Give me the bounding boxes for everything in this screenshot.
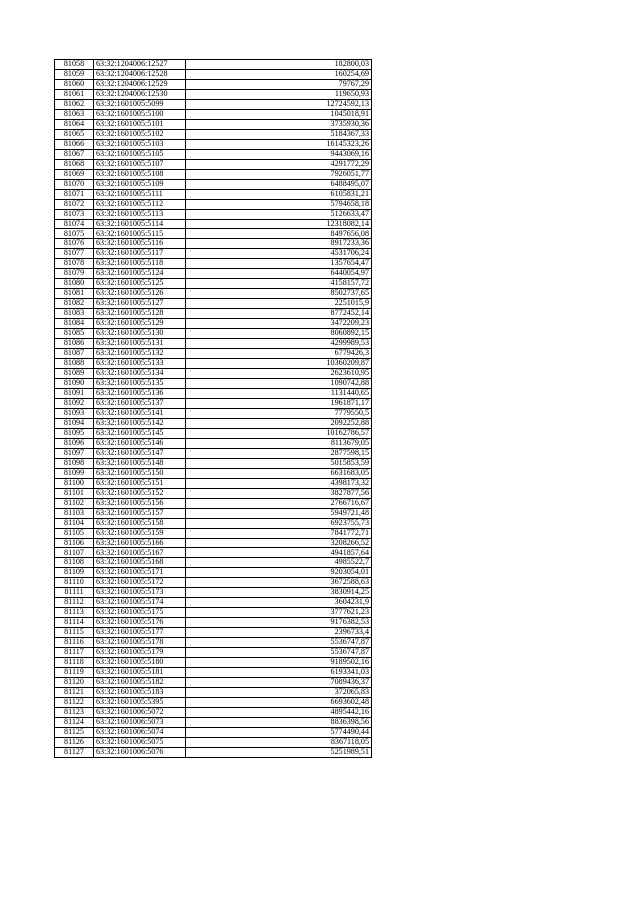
row-number-cell: 81096	[55, 438, 94, 448]
value-cell: 6779426,3	[186, 349, 372, 359]
value-cell: 9203054,01	[186, 568, 372, 578]
row-number-cell: 81100	[55, 478, 94, 488]
row-number-cell: 81062	[55, 99, 94, 109]
row-number-cell: 81118	[55, 658, 94, 668]
value-cell: 1357654,47	[186, 259, 372, 269]
value-cell: 4291772,29	[186, 159, 372, 169]
row-number-cell: 81115	[55, 628, 94, 638]
cadastral-number-cell: 63:32:1601005:5180	[94, 658, 186, 668]
row-number-cell: 81105	[55, 528, 94, 538]
cadastral-number-cell: 63:32:1601005:5125	[94, 279, 186, 289]
cadastral-number-cell: 63:32:1601005:5395	[94, 698, 186, 708]
table-row	[55, 458, 372, 468]
table-row	[55, 428, 372, 438]
row-number-cell: 81078	[55, 259, 94, 269]
table-row	[55, 438, 372, 448]
value-cell: 5794658,18	[186, 199, 372, 209]
row-number-cell: 81122	[55, 698, 94, 708]
table-row	[55, 747, 372, 757]
row-number-cell: 81097	[55, 448, 94, 458]
cadastral-number-cell: 63:32:1601005:5177	[94, 628, 186, 638]
table-row	[55, 379, 372, 389]
value-cell: 10360209,87	[186, 359, 372, 369]
table-row	[55, 418, 372, 428]
table-row	[55, 538, 372, 548]
cadastral-number-cell: 63:32:1601005:5136	[94, 388, 186, 398]
cadastral-number-cell: 63:32:1601005:5171	[94, 568, 186, 578]
table-row	[55, 359, 372, 369]
table-row	[55, 259, 372, 269]
cadastral-number-cell: 63:32:1601005:5133	[94, 359, 186, 369]
table-row	[55, 329, 372, 339]
cadastral-number-cell: 63:32:1204006:12530	[94, 89, 186, 99]
value-cell: 3208266,52	[186, 538, 372, 548]
row-number-cell: 81072	[55, 199, 94, 209]
table-row	[55, 568, 372, 578]
table-row	[55, 598, 372, 608]
value-cell: 79767,29	[186, 79, 372, 89]
cadastral-number-cell: 63:32:1601005:5129	[94, 319, 186, 329]
row-number-cell: 81076	[55, 239, 94, 249]
table-row	[55, 717, 372, 727]
cadastral-number-cell: 63:32:1601005:5157	[94, 508, 186, 518]
cadastral-number-cell: 63:32:1601005:5118	[94, 259, 186, 269]
data-table	[54, 59, 372, 758]
table-row	[55, 638, 372, 648]
table-row	[55, 608, 372, 618]
value-cell: 3777621,23	[186, 608, 372, 618]
value-cell: 8497656,08	[186, 229, 372, 239]
value-cell: 8917233,36	[186, 239, 372, 249]
row-number-cell: 81069	[55, 169, 94, 179]
value-cell: 3672588,63	[186, 578, 372, 588]
row-number-cell: 81125	[55, 727, 94, 737]
cadastral-number-cell: 63:32:1601005:5103	[94, 139, 186, 149]
cadastral-number-cell: 63:32:1601006:5076	[94, 747, 186, 757]
cadastral-number-cell: 63:32:1601005:5175	[94, 608, 186, 618]
value-cell: 3830914,25	[186, 588, 372, 598]
cadastral-number-cell: 63:32:1601006:5074	[94, 727, 186, 737]
table-row	[55, 707, 372, 717]
table-row	[55, 60, 372, 70]
row-number-cell: 81082	[55, 299, 94, 309]
table-row	[55, 339, 372, 349]
value-cell: 5774490,44	[186, 727, 372, 737]
table-row	[55, 309, 372, 319]
cadastral-number-cell: 63:32:1601005:5137	[94, 398, 186, 408]
row-number-cell: 81109	[55, 568, 94, 578]
cadastral-number-cell: 63:32:1601005:5150	[94, 468, 186, 478]
table-row	[55, 159, 372, 169]
value-cell: 6193341,03	[186, 668, 372, 678]
table-row	[55, 578, 372, 588]
cadastral-number-cell: 63:32:1601005:5148	[94, 458, 186, 468]
value-cell: 6693602,48	[186, 698, 372, 708]
cadastral-number-cell: 63:32:1601005:5156	[94, 498, 186, 508]
value-cell: 4985522,7	[186, 558, 372, 568]
cadastral-number-cell: 63:32:1601005:5178	[94, 638, 186, 648]
cadastral-number-cell: 63:32:1601005:5127	[94, 299, 186, 309]
value-cell: 160254,69	[186, 69, 372, 79]
table-row	[55, 299, 372, 309]
row-number-cell: 81083	[55, 309, 94, 319]
cadastral-number-cell: 63:32:1601005:5159	[94, 528, 186, 538]
value-cell: 182800,03	[186, 60, 372, 70]
table-row	[55, 119, 372, 129]
cadastral-number-cell: 63:32:1601005:5108	[94, 169, 186, 179]
value-cell: 2623610,95	[186, 369, 372, 379]
table-row	[55, 678, 372, 688]
cadastral-number-cell: 63:32:1601005:5167	[94, 548, 186, 558]
row-number-cell: 81124	[55, 717, 94, 727]
row-number-cell: 81058	[55, 60, 94, 70]
row-number-cell: 81065	[55, 129, 94, 139]
row-number-cell: 81079	[55, 269, 94, 279]
table-row	[55, 408, 372, 418]
row-number-cell: 81111	[55, 588, 94, 598]
table-row	[55, 289, 372, 299]
value-cell: 4531706,24	[186, 249, 372, 259]
value-cell: 2766716,67	[186, 498, 372, 508]
value-cell: 8772452,14	[186, 309, 372, 319]
table-row	[55, 139, 372, 149]
cadastral-number-cell: 63:32:1601005:5131	[94, 339, 186, 349]
value-cell: 372065,83	[186, 688, 372, 698]
cadastral-number-cell: 63:32:1601005:5114	[94, 219, 186, 229]
table-row	[55, 369, 372, 379]
cadastral-number-cell: 63:32:1601005:5174	[94, 598, 186, 608]
row-number-cell: 81104	[55, 518, 94, 528]
table-row	[55, 618, 372, 628]
cadastral-number-cell: 63:32:1601005:5116	[94, 239, 186, 249]
cadastral-number-cell: 63:32:1601005:5182	[94, 678, 186, 688]
row-number-cell: 81059	[55, 69, 94, 79]
cadastral-number-cell: 63:32:1601006:5075	[94, 737, 186, 747]
table-row	[55, 169, 372, 179]
cadastral-number-cell: 63:32:1601005:5126	[94, 289, 186, 299]
value-cell: 3735930,36	[186, 119, 372, 129]
row-number-cell: 81067	[55, 149, 94, 159]
row-number-cell: 81101	[55, 488, 94, 498]
value-cell: 5015853,59	[186, 458, 372, 468]
value-cell: 2877598,15	[186, 448, 372, 458]
cadastral-number-cell: 63:32:1601005:5151	[94, 478, 186, 488]
cadastral-number-cell: 63:32:1601006:5073	[94, 717, 186, 727]
cadastral-number-cell: 63:32:1601005:5099	[94, 99, 186, 109]
value-cell: 5949721,48	[186, 508, 372, 518]
row-number-cell: 81070	[55, 179, 94, 189]
row-number-cell: 81113	[55, 608, 94, 618]
value-cell: 16145323,26	[186, 139, 372, 149]
cadastral-number-cell: 63:32:1601005:5111	[94, 189, 186, 199]
cadastral-number-cell: 63:32:1204006:12528	[94, 69, 186, 79]
table-row	[55, 518, 372, 528]
cadastral-number-cell: 63:32:1204006:12529	[94, 79, 186, 89]
row-number-cell: 81103	[55, 508, 94, 518]
row-number-cell: 81091	[55, 388, 94, 398]
cadastral-number-cell: 63:32:1601005:5102	[94, 129, 186, 139]
value-cell: 8836398,56	[186, 717, 372, 727]
value-cell: 4941857,64	[186, 548, 372, 558]
row-number-cell: 81068	[55, 159, 94, 169]
value-cell: 8502737,65	[186, 289, 372, 299]
row-number-cell: 81086	[55, 339, 94, 349]
cadastral-number-cell: 63:32:1601005:5152	[94, 488, 186, 498]
row-number-cell: 81088	[55, 359, 94, 369]
row-number-cell: 81127	[55, 747, 94, 757]
value-cell: 9189502,16	[186, 658, 372, 668]
table-row	[55, 179, 372, 189]
row-number-cell: 81095	[55, 428, 94, 438]
value-cell: 8367118,05	[186, 737, 372, 747]
value-cell: 3472209,23	[186, 319, 372, 329]
value-cell: 4158157,72	[186, 279, 372, 289]
value-cell: 3604231,9	[186, 598, 372, 608]
row-number-cell: 81116	[55, 638, 94, 648]
row-number-cell: 81108	[55, 558, 94, 568]
value-cell: 6105831,21	[186, 189, 372, 199]
row-number-cell: 81099	[55, 468, 94, 478]
table-row	[55, 199, 372, 209]
value-cell: 10162786,57	[186, 428, 372, 438]
row-number-cell: 81107	[55, 548, 94, 558]
table-row	[55, 129, 372, 139]
row-number-cell: 81110	[55, 578, 94, 588]
value-cell: 7779550,5	[186, 408, 372, 418]
value-cell: 1090742,88	[186, 379, 372, 389]
cadastral-number-cell: 63:32:1601005:5166	[94, 538, 186, 548]
table-row	[55, 478, 372, 488]
table-row	[55, 209, 372, 219]
row-number-cell: 81119	[55, 668, 94, 678]
row-number-cell: 81084	[55, 319, 94, 329]
row-number-cell: 81114	[55, 618, 94, 628]
value-cell: 12724592,13	[186, 99, 372, 109]
value-cell: 5126633,47	[186, 209, 372, 219]
table-row	[55, 79, 372, 89]
cadastral-number-cell: 63:32:1601005:5124	[94, 269, 186, 279]
table-row	[55, 658, 372, 668]
value-cell: 12318082,14	[186, 219, 372, 229]
cadastral-number-cell: 63:32:1601005:5183	[94, 688, 186, 698]
cadastral-number-cell: 63:32:1601005:5130	[94, 329, 186, 339]
cadastral-number-cell: 63:32:1601005:5146	[94, 438, 186, 448]
table-row	[55, 737, 372, 747]
cadastral-number-cell: 63:32:1601005:5128	[94, 309, 186, 319]
cadastral-number-cell: 63:32:1601005:5100	[94, 109, 186, 119]
table-row	[55, 219, 372, 229]
row-number-cell: 81074	[55, 219, 94, 229]
table-body	[55, 60, 372, 758]
table-row	[55, 189, 372, 199]
table-row	[55, 109, 372, 119]
cadastral-number-cell: 63:32:1601005:5115	[94, 229, 186, 239]
value-cell: 4299989,53	[186, 339, 372, 349]
row-number-cell: 81106	[55, 538, 94, 548]
value-cell: 6488495,07	[186, 179, 372, 189]
value-cell: 1045018,91	[186, 109, 372, 119]
row-number-cell: 81121	[55, 688, 94, 698]
cadastral-number-cell: 63:32:1601005:5132	[94, 349, 186, 359]
table-row	[55, 319, 372, 329]
cadastral-number-cell: 63:32:1601005:5172	[94, 578, 186, 588]
table-row	[55, 349, 372, 359]
value-cell: 119650,93	[186, 89, 372, 99]
row-number-cell: 81093	[55, 408, 94, 418]
table-row	[55, 398, 372, 408]
table-row	[55, 249, 372, 259]
row-number-cell: 81087	[55, 349, 94, 359]
row-number-cell: 81063	[55, 109, 94, 119]
value-cell: 5251989,51	[186, 747, 372, 757]
cadastral-number-cell: 63:32:1601005:5107	[94, 159, 186, 169]
table-row	[55, 239, 372, 249]
value-cell: 6923755,73	[186, 518, 372, 528]
table-row	[55, 498, 372, 508]
row-number-cell: 81098	[55, 458, 94, 468]
cadastral-number-cell: 63:32:1601005:5179	[94, 648, 186, 658]
table-row	[55, 668, 372, 678]
value-cell: 3827877,56	[186, 488, 372, 498]
cadastral-number-cell: 63:32:1601005:5158	[94, 518, 186, 528]
row-number-cell: 81081	[55, 289, 94, 299]
cadastral-number-cell: 63:32:1601005:5134	[94, 369, 186, 379]
value-cell: 7926051,77	[186, 169, 372, 179]
row-number-cell: 81080	[55, 279, 94, 289]
table-row	[55, 588, 372, 598]
value-cell: 9443069,16	[186, 149, 372, 159]
table-row	[55, 558, 372, 568]
table-row	[55, 269, 372, 279]
row-number-cell: 81085	[55, 329, 94, 339]
row-number-cell: 81092	[55, 398, 94, 408]
value-cell: 9176382,53	[186, 618, 372, 628]
table-row	[55, 528, 372, 538]
cadastral-number-cell: 63:32:1601005:5176	[94, 618, 186, 628]
cadastral-number-cell: 63:32:1601005:5105	[94, 149, 186, 159]
cadastral-number-cell: 63:32:1601005:5101	[94, 119, 186, 129]
row-number-cell: 81123	[55, 707, 94, 717]
row-number-cell: 81060	[55, 79, 94, 89]
value-cell: 6440054,97	[186, 269, 372, 279]
table-row	[55, 688, 372, 698]
table-row	[55, 229, 372, 239]
value-cell: 7089436,37	[186, 678, 372, 688]
row-number-cell: 81090	[55, 379, 94, 389]
row-number-cell: 81075	[55, 229, 94, 239]
table-row	[55, 448, 372, 458]
table-row	[55, 99, 372, 109]
value-cell: 4895442,16	[186, 707, 372, 717]
value-cell: 5536747,87	[186, 638, 372, 648]
cadastral-number-cell: 63:32:1204006:12527	[94, 60, 186, 70]
cadastral-number-cell: 63:32:1601005:5142	[94, 418, 186, 428]
row-number-cell: 81066	[55, 139, 94, 149]
row-number-cell: 81126	[55, 737, 94, 747]
table-row	[55, 648, 372, 658]
cadastral-number-cell: 63:32:1601005:5181	[94, 668, 186, 678]
value-cell: 1961871,17	[186, 398, 372, 408]
row-number-cell: 81102	[55, 498, 94, 508]
value-cell: 5184367,33	[186, 129, 372, 139]
row-number-cell: 81112	[55, 598, 94, 608]
row-number-cell: 81120	[55, 678, 94, 688]
row-number-cell: 81077	[55, 249, 94, 259]
row-number-cell: 81117	[55, 648, 94, 658]
value-cell: 5536747,87	[186, 648, 372, 658]
value-cell: 4398173,32	[186, 478, 372, 488]
row-number-cell: 81061	[55, 89, 94, 99]
row-number-cell: 81089	[55, 369, 94, 379]
row-number-cell: 81073	[55, 209, 94, 219]
cadastral-number-cell: 63:32:1601005:5109	[94, 179, 186, 189]
table-row	[55, 727, 372, 737]
value-cell: 8060892,15	[186, 329, 372, 339]
table-row	[55, 508, 372, 518]
row-number-cell: 81071	[55, 189, 94, 199]
table-row	[55, 388, 372, 398]
cadastral-number-cell: 63:32:1601005:5112	[94, 199, 186, 209]
table-row	[55, 698, 372, 708]
value-cell: 2251015,9	[186, 299, 372, 309]
table-row	[55, 149, 372, 159]
table-row	[55, 628, 372, 638]
cadastral-number-cell: 63:32:1601006:5072	[94, 707, 186, 717]
value-cell: 1131440,65	[186, 388, 372, 398]
cadastral-number-cell: 63:32:1601005:5141	[94, 408, 186, 418]
cadastral-number-cell: 63:32:1601005:5117	[94, 249, 186, 259]
value-cell: 2092252,88	[186, 418, 372, 428]
table-row	[55, 69, 372, 79]
table-row	[55, 548, 372, 558]
table-row	[55, 468, 372, 478]
value-cell: 8113679,05	[186, 438, 372, 448]
table-row	[55, 279, 372, 289]
cadastral-number-cell: 63:32:1601005:5135	[94, 379, 186, 389]
table-row	[55, 488, 372, 498]
row-number-cell: 81094	[55, 418, 94, 428]
cadastral-number-cell: 63:32:1601005:5168	[94, 558, 186, 568]
cadastral-number-cell: 63:32:1601005:5147	[94, 448, 186, 458]
cadastral-number-cell: 63:32:1601005:5173	[94, 588, 186, 598]
value-cell: 2396733,4	[186, 628, 372, 638]
value-cell: 6631683,05	[186, 468, 372, 478]
value-cell: 7841772,71	[186, 528, 372, 538]
table-row	[55, 89, 372, 99]
row-number-cell: 81064	[55, 119, 94, 129]
cadastral-number-cell: 63:32:1601005:5145	[94, 428, 186, 438]
cadastral-number-cell: 63:32:1601005:5113	[94, 209, 186, 219]
